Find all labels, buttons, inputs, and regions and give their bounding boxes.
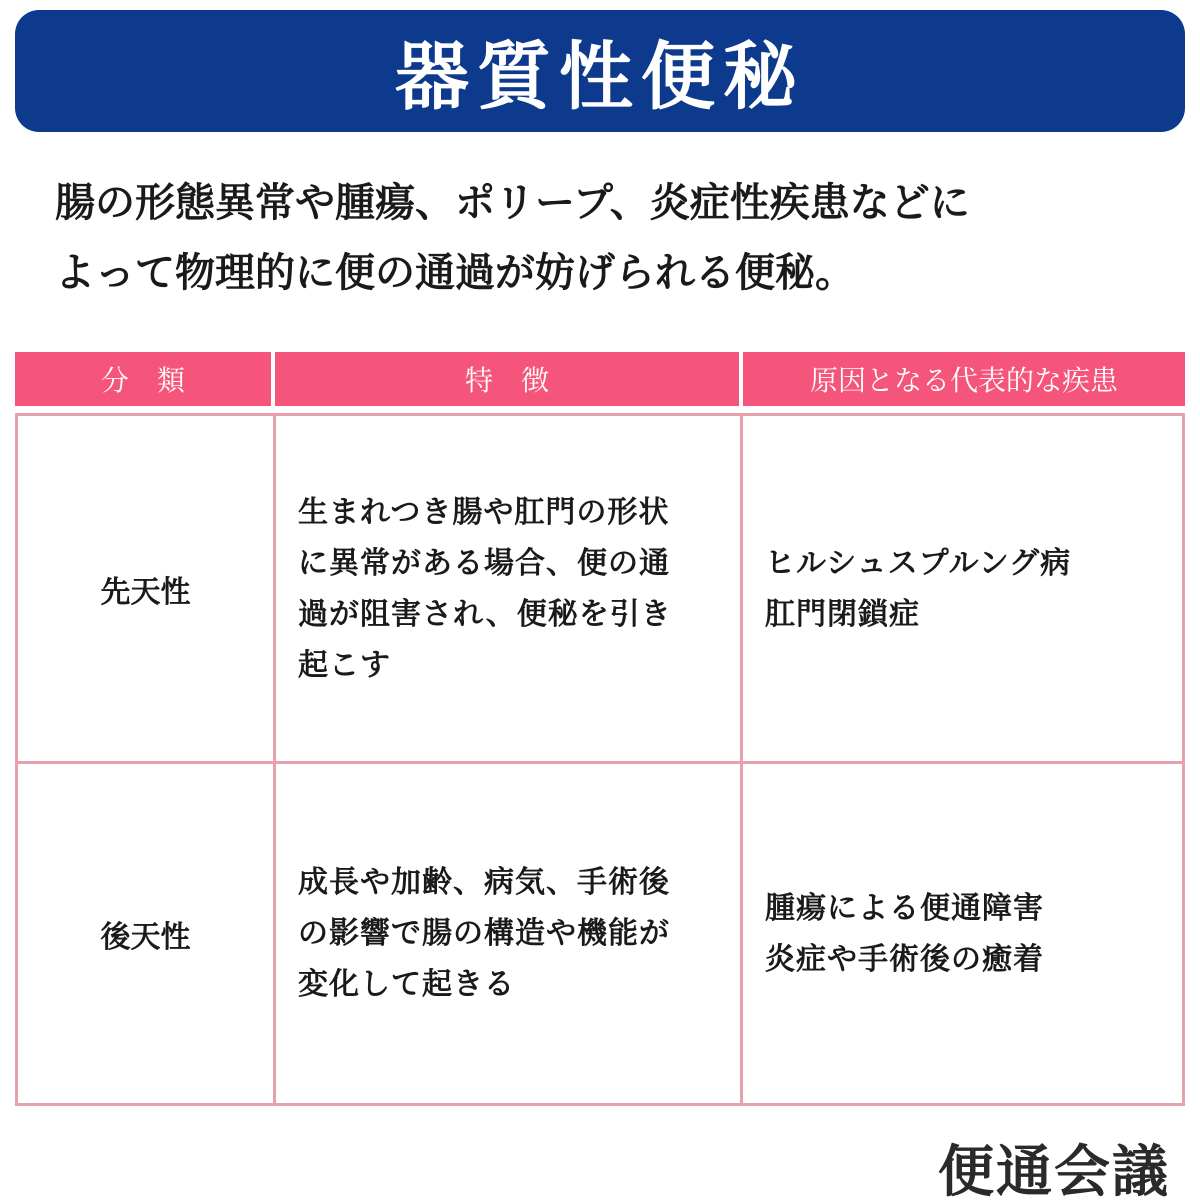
- brand-logo: 便通会議: [938, 1140, 1170, 1200]
- description: [55, 168, 1155, 308]
- page-title: 器質性便秘: [395, 34, 805, 120]
- table-header-row: [15, 352, 1185, 406]
- feature-line: 生まれつき腸や肛門の形状: [298, 494, 670, 530]
- disease-text: [765, 538, 1071, 640]
- disease-text: [765, 883, 1044, 985]
- disease-line: 炎症や手術後の癒着: [765, 941, 1044, 977]
- feature-cell: [276, 416, 743, 761]
- disease-cell: [743, 416, 1182, 761]
- feature-line: の影響で腸の構造や機能が: [298, 916, 670, 951]
- feature-line: に異常がある場合、便の通: [298, 545, 670, 581]
- title-banner: [15, 10, 1185, 132]
- header-feature: 特 徴: [275, 352, 739, 406]
- classification-table: [15, 413, 1185, 1106]
- disease-line: 腫瘍による便通障害: [765, 890, 1044, 926]
- header-category: 分 類: [15, 352, 271, 406]
- disease-line: 肛門閉鎖症: [765, 596, 920, 632]
- description-line-2: よって物理的に便の通過が妨げられる便秘。: [55, 250, 855, 296]
- disease-line: ヒルシュスプルング病: [765, 545, 1072, 581]
- table-row: [18, 416, 1182, 764]
- header-diseases: 原因となる代表的な疾患: [743, 352, 1185, 406]
- feature-text: [298, 487, 672, 691]
- description-line-1: 腸の形態異常や腫瘍、ポリープ、炎症性疾患などに: [55, 180, 970, 226]
- category-cell: 先天性: [18, 416, 276, 761]
- feature-line: 過が阻害され、便秘を引き: [298, 596, 672, 632]
- category-cell: 後天性: [18, 764, 276, 1103]
- feature-cell: [276, 764, 743, 1103]
- table-row: [18, 764, 1182, 1103]
- feature-line: 変化して起きる: [298, 967, 515, 1002]
- feature-text: [298, 857, 670, 1010]
- feature-line: 成長や加齢、病気、手術後: [298, 865, 670, 900]
- disease-cell: [743, 764, 1182, 1103]
- feature-line: 起こす: [298, 647, 391, 683]
